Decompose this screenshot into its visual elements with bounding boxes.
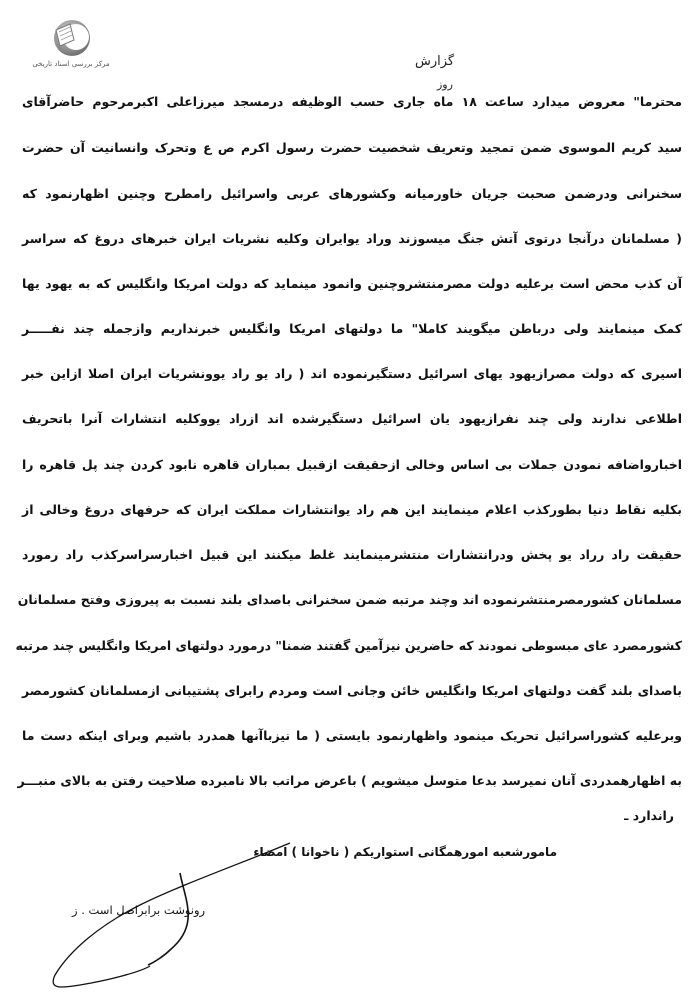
body-line: سید کریم الموسوی ضمن تمجید وتعریف شخصیت حضرت رسول اکرم ص ع وتحرک وانسانیت آن حضرت	[22, 140, 682, 155]
body-line: سخنرانی ودرضمن صحبت جریان خاورمیانه وکشورهای عربی واسرائیل رامطرح وچنین اظهارنمود که	[22, 186, 682, 201]
body-line: اطلاعی ندارند ولی چند نفرازیهود یان اسرائیل دستگیرشده اند ازراد یووکلیه انتشارات آنرا باتحریف	[22, 411, 682, 426]
body-line: اخبارواضافه نمودن جملات بی اساس وخالی ازحقیقت ازقبیل بمباران قاهره نابود کردن چند پل قاهره را	[22, 457, 682, 472]
body-line: ( مسلمانان درآنجا درتوی آتش جنگ میسوزند وراد یوایران وکلیه نشریات ایران خبرهای دروغ که سراسر	[22, 231, 682, 246]
body-line: کمک مینمایند ولی درباطن میگویند کاملا" ما دولتهای امریکا وانگلیس خبرنداریم وازجمله چند نفـــــر	[22, 321, 682, 336]
body-line: باصدای بلند گفت دولتهای امریکا وانگلیس خائن وجانی است ومردم رابرای پشتیبانی ازمسلمانان کشورمصر	[22, 683, 682, 698]
copy-certification-note: رونوشت برابراصل است . ز	[72, 903, 206, 917]
body-line: به اظهارهمدردی آنان نمیرسد بدعا متوسل میشویم ) باعرض مراتب بالا نامبرده صلاحیت رفتن به بالای منبـــر	[17, 773, 682, 788]
body-line: وبرعلیه کشوراسرائیل تحریک مینمود واظهارنمود بایستی ( ما نیزباآنها همدرد باشیم وبرای اینکه دست ما	[22, 728, 682, 743]
body-line: بکلیه نقاط دنیا بطورکذب اعلام مینمایند این هم راد یوانتشارات مملکت ایران که حرفهای دروغ وخالی از	[22, 502, 682, 517]
report-title: گزارش	[415, 54, 455, 69]
body-line: کشورمصرد عای مبسوطی نمودند که حاضرین نیزآمین گفتند ضمنا" درمورد دولتهای امریکا وانگلیس چند مرتبه	[15, 638, 682, 653]
signature-line: مامورشعبه امورهمگانی استواریکم ( ناخوانا ) امضاء	[253, 845, 557, 859]
archive-book-logo-icon	[50, 18, 92, 58]
archive-logo	[26, 18, 116, 74]
signature-stroke-loop	[148, 873, 188, 965]
closing-line: راندارد ـ	[624, 808, 674, 823]
body-line: اسیری که دولت مصرازیهود یهای اسرائیل دستگیرنموده اند ( راد یو راد یوونشریات ایران اصلا ازاین خبر	[22, 366, 682, 381]
body-line: آن کذب محض است برعلیه دولت مصرمنتشروچنین وانمود مینماید که دولت امریکا وانگلیس که به یهود یها	[22, 276, 682, 291]
body-line: مسلمانان کشورمصرمنتشرنموده اند وچند مرتبه ضمن سخنرانی باصدای بلند نسبت به پیروزی وفتح مسلمانان	[17, 592, 682, 607]
body-line: حقیقت راد رراد یو پخش ودرانتشارات منتشرمینمایند غلط میکنند این قبیل اخبارسراسرکذب راد رمورد	[22, 547, 682, 562]
logo-caption: مرکز بررسی اسناد تاریخی	[32, 60, 110, 68]
day-annotation: روز	[437, 78, 453, 91]
body-line: محترما" معروض میدارد ساعت ۱۸ ماه جاری حسب الوظیفه درمسجد میرزاعلی اکبرمرحوم حاضرآقای	[22, 94, 682, 109]
